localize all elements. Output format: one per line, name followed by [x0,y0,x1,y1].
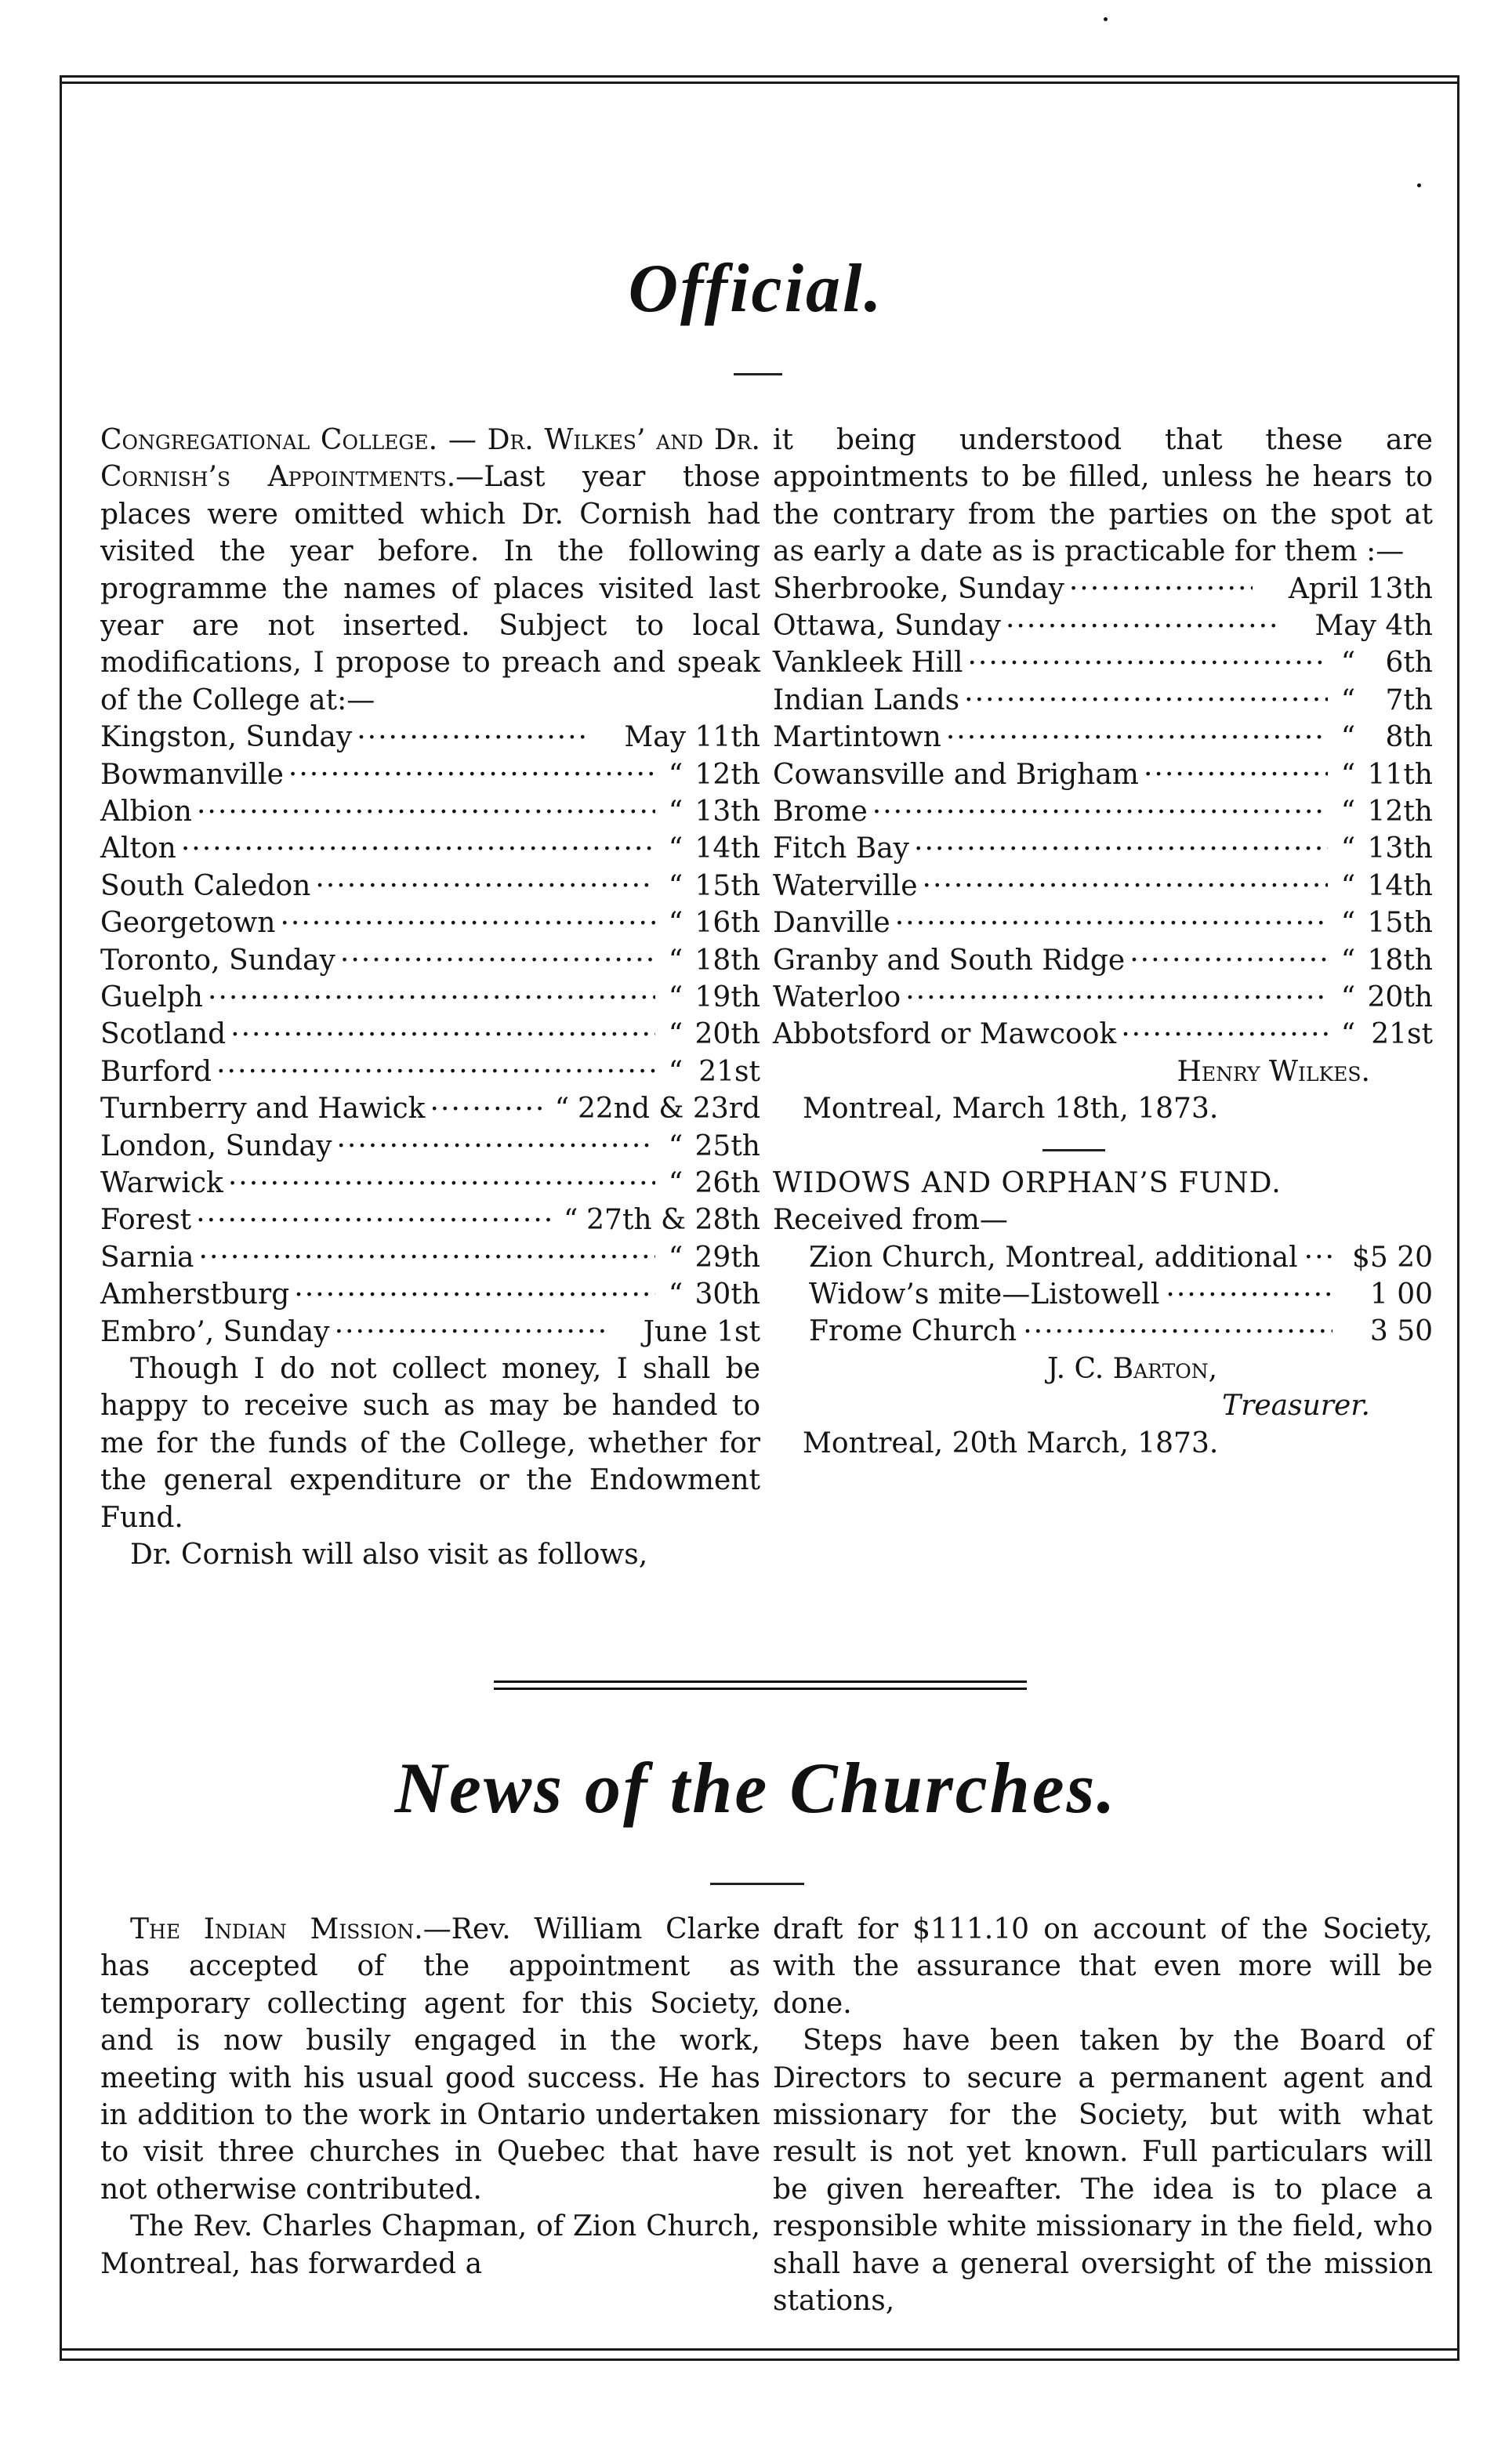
wilkes-schedule-row [100,979,760,1016]
wilkes-dateline: Montreal, March 18th, 1873. [803,1093,1219,1126]
schedule-date: 18th [1367,944,1433,977]
cornish-schedule-row [773,979,1433,1016]
schedule-date: April 13th [1288,572,1433,605]
schedule-place: Georgetown [100,907,276,940]
dot-leader [336,1132,655,1155]
dot-leader [1023,1317,1333,1340]
wilkes-schedule-row [100,1128,760,1165]
schedule-place: Warwick [100,1166,223,1199]
ditto-mark: “ [668,907,683,940]
fund-entry [773,1313,1433,1350]
schedule-date: 25th [694,1129,760,1162]
fund-amount: 1 00 [1369,1278,1433,1311]
dot-leader [228,1169,655,1192]
dot-leader [1166,1280,1333,1303]
fund-dateline: Montreal, 20th March, 1873. [803,1427,1219,1459]
mission-text-1: —Rev. William Clarke has accepted of the appointment as temporary collecting agent for this Society, and is now busily engaged in the work, meeting with his usual good success. He has in addition to the work in Ontario undertaken to visit three churches in Quebec that have not otherwise contributed. [100,1913,760,2206]
ditto-mark: “ [668,1278,683,1311]
wilkes-signature: Henry Wilkes. [1177,1055,1370,1088]
dot-leader [199,1243,656,1267]
schedule-date: 30th [694,1278,760,1311]
schedule-date: 21st [698,1055,760,1088]
schedule-place: Waterville [773,869,918,902]
dot-leader [197,797,655,821]
fund-entry [773,1239,1433,1276]
ditto-mark: “ [668,832,683,865]
schedule-date: 13th [694,796,760,828]
official-left-column [100,422,760,1573]
dot-leader [1006,611,1278,635]
schedule-place: Turnberry and Hawick [100,1093,426,1126]
schedule-date: 19th [694,981,760,1013]
ditto-mark: “ [1340,832,1356,865]
schedule-date: 18th [694,944,760,977]
official-heading: Official. [628,251,884,327]
news-heading-rule [710,1883,804,1885]
cornish-schedule-row [773,905,1433,941]
print-speck [1104,17,1108,21]
cornish-schedule-row [773,644,1433,681]
schedule-date: 14th [694,832,760,865]
ditto-mark: “ [1340,721,1356,754]
schedule-place: Cowansville and Brigham [773,758,1139,791]
mission-paragraph-2: The Rev. Charles Chapman, of Zion Church, Montreal, has forwarded a [100,2210,760,2280]
schedule-date: 8th [1385,721,1433,754]
section-double-rule [494,1680,1027,1690]
schedule-place: Granby and South Ridge [773,944,1126,977]
top-rule [60,82,1459,84]
wilkes-schedule-row [100,1202,760,1238]
schedule-place: London, Sunday [100,1129,332,1162]
schedule-place: Danville [773,907,890,940]
mission-paragraph-3: Steps have been taken by the Board of Directors to secure a permanent agent and missionary for the Society, but with what result is not yet known. Full particulars will be given hereafter. The idea is to place a responsible white missionary in the field, who shall have a general oversight of the mission stations, [773,2025,1433,2318]
cornish-schedule-row [773,682,1433,719]
fund-signature-name: J. C. Barton, [1047,1352,1218,1385]
bottom-rule [60,2348,1459,2351]
fund-received: Received from— [773,1204,1008,1237]
ditto-mark: “ [1340,795,1356,828]
fund-entry [773,1276,1433,1313]
dot-leader [196,1205,550,1229]
dot-leader [280,908,655,932]
schedule-date: 15th [694,869,760,902]
ditto-mark: “ [1340,981,1356,1013]
dot-leader [914,834,1328,857]
schedule-date: 20th [694,1018,760,1051]
ditto-mark: “ [1340,869,1356,902]
news-heading: News of the Churches. [394,1748,1118,1828]
wilkes-schedule-row [100,719,760,756]
fund-signature-title: Treasurer. [1222,1390,1370,1423]
schedule-place: Martintown [773,721,941,754]
official-right-column [773,422,1433,1462]
section-separator [773,1127,1433,1164]
ditto-mark: “ [1340,683,1356,716]
ditto-mark: “ [668,981,683,1013]
wilkes-schedule-row [100,942,760,979]
cornish-schedule-row [773,571,1433,607]
dot-leader [340,946,655,970]
dot-leader [923,872,1329,895]
cornish-schedule-row [773,756,1433,793]
schedule-date: 14th [1367,869,1433,902]
news-left-column [100,1911,760,2282]
schedule-date: 22nd & 23rd [577,1093,760,1126]
mission-paragraph-1 [100,1911,760,2208]
schedule-place: Vankleek Hill [773,647,963,680]
college-intro-text: —Last year those places were omitted which Dr. Cornish had visited the year before. In the following programme the names of places visited last year are not inserted. Subject to local modifications, I propose to preach and speak of the College at:— [100,461,760,716]
schedule-place: Waterloo [773,981,901,1013]
schedule-place: Brome [773,795,868,828]
dot-leader [315,872,655,895]
cornish-schedule-row [773,830,1433,867]
ditto-mark: “ [668,758,683,791]
dot-leader [946,723,1328,746]
ditto-mark: “ [1340,758,1356,791]
cornish-schedule-row [773,942,1433,979]
wilkes-schedule-row [100,1016,760,1053]
wilkes-schedule-row [100,1165,760,1202]
schedule-place: South Caledon [100,869,311,902]
schedule-place: Burford [100,1055,212,1088]
mission-paragraph-2-cont: draft for $111.10 on account of the Society, with the assurance that even more will be done. [773,1913,1433,2020]
wilkes-schedule [100,719,760,1351]
dot-leader [430,1094,542,1118]
cornish-intro: Dr. Cornish will also visit as follows, [130,1538,648,1571]
dot-leader [967,648,1328,672]
dot-leader [357,723,588,746]
ditto-mark: “ [1340,907,1356,940]
news-right-column [773,1911,1433,2319]
schedule-date: 6th [1385,647,1433,680]
schedule-place: Ottawa, Sunday [773,610,1001,643]
schedule-place: Toronto, Sunday [100,944,335,977]
schedule-date: May 4th [1314,610,1433,643]
wilkes-schedule-row [100,793,760,830]
ditto-mark: “ [563,1204,578,1237]
wilkes-schedule-row [100,1276,760,1313]
wilkes-schedule-row [100,868,760,905]
schedule-date: 29th [694,1241,760,1274]
dot-leader [294,1280,655,1303]
fund-amount: $5 20 [1351,1241,1433,1274]
schedule-date: 20th [1367,981,1433,1013]
ditto-mark: “ [668,944,683,977]
schedule-place: Sherbrooke, Sunday [773,572,1064,605]
dot-leader [895,908,1328,932]
dot-leader [1069,575,1253,598]
wilkes-schedule-row [100,830,760,867]
college-intro [100,422,760,719]
schedule-place: Bowmanville [100,758,284,791]
dot-leader [1304,1243,1333,1267]
cornish-schedule-row [773,793,1433,830]
print-speck [1417,183,1421,187]
schedule-date: 11th [1367,758,1433,791]
schedule-place: Indian Lands [773,683,960,716]
ditto-mark: “ [668,1241,683,1274]
mission-lead: The Indian Mission. [130,1913,423,1945]
dot-leader [1121,1020,1328,1043]
college-lead: Congregational College. — Dr. Wilkes’ and Dr. Cornish’s Appointments. [100,424,760,494]
dot-leader [1144,760,1328,784]
schedule-date: 7th [1385,683,1433,716]
dot-leader [208,983,655,1006]
ditto-mark: “ [668,1166,683,1199]
dot-leader [872,797,1328,821]
ditto-mark: “ [1340,1018,1356,1051]
cornish-intro-cont: it being understood that these are appointments to be filled, unless he hears to the contrary from the parties on the spot at as early a date as is practicable for them :— [773,424,1433,568]
dot-leader [181,834,655,857]
ditto-mark: “ [668,1018,683,1051]
schedule-date: 13th [1367,832,1433,865]
college-closing: Though I do not collect money, I shall be happy to receive such as may be handed to me for the funds of the College, whether for the general expenditure or the Endowment Fund. [100,1352,760,1534]
ditto-mark: “ [1340,944,1356,977]
wilkes-schedule-row [100,905,760,941]
schedule-place: Fitch Bay [773,832,910,865]
fund-amount: 3 50 [1369,1315,1433,1348]
schedule-place: Guelph [100,981,203,1013]
cornish-schedule [773,571,1433,1053]
schedule-date: 12th [1367,795,1433,828]
fund-source: Zion Church, Montreal, additional [809,1241,1298,1274]
schedule-place: Embro’, Sunday [100,1315,330,1348]
schedule-place: Albion [100,796,192,828]
fund-source: Widow’s mite—Listowell [809,1278,1160,1311]
wilkes-schedule-row [100,1053,760,1090]
schedule-place: Sarnia [100,1241,194,1274]
fund-entries [773,1239,1433,1351]
cornish-schedule-row [773,868,1433,905]
schedule-date: 16th [694,907,760,940]
cornish-schedule-row [773,719,1433,756]
fund-title: WIDOWS AND ORPHAN’S FUND. [773,1166,1282,1199]
ditto-mark: “ [668,1129,683,1162]
schedule-date: May 11th [624,721,760,754]
ditto-mark: “ [668,1055,683,1088]
dot-leader [216,1057,655,1081]
dot-leader [964,686,1328,709]
schedule-date: June 1st [643,1315,760,1348]
schedule-place: Amherstburg [100,1278,290,1311]
schedule-place: Alton [100,832,176,865]
dot-leader [905,983,1328,1006]
schedule-place: Kingston, Sunday [100,721,353,754]
cornish-schedule-row [773,607,1433,644]
ditto-mark: “ [668,869,683,902]
ditto-mark: “ [554,1093,570,1126]
dot-leader [335,1318,607,1341]
dot-leader [1129,946,1328,970]
schedule-place: Abbotsford or Mawcook [773,1018,1117,1051]
dot-leader [288,760,655,784]
dot-leader [230,1020,655,1043]
schedule-date: 15th [1367,907,1433,940]
wilkes-schedule-row [100,1090,760,1127]
fund-source: Frome Church [809,1315,1017,1348]
ditto-mark: “ [1340,647,1356,680]
ditto-mark: “ [668,796,683,828]
official-heading-rule [734,373,782,375]
wilkes-schedule-row [100,1314,760,1351]
schedule-date: 27th & 28th [586,1204,760,1237]
schedule-date: 12th [694,758,760,791]
schedule-place: Forest [100,1204,192,1237]
cornish-schedule-row [773,1016,1433,1053]
schedule-date: 21st [1371,1018,1433,1051]
wilkes-schedule-row [100,756,760,793]
schedule-place: Scotland [100,1018,227,1051]
wilkes-schedule-row [100,1239,760,1276]
schedule-date: 26th [694,1166,760,1199]
